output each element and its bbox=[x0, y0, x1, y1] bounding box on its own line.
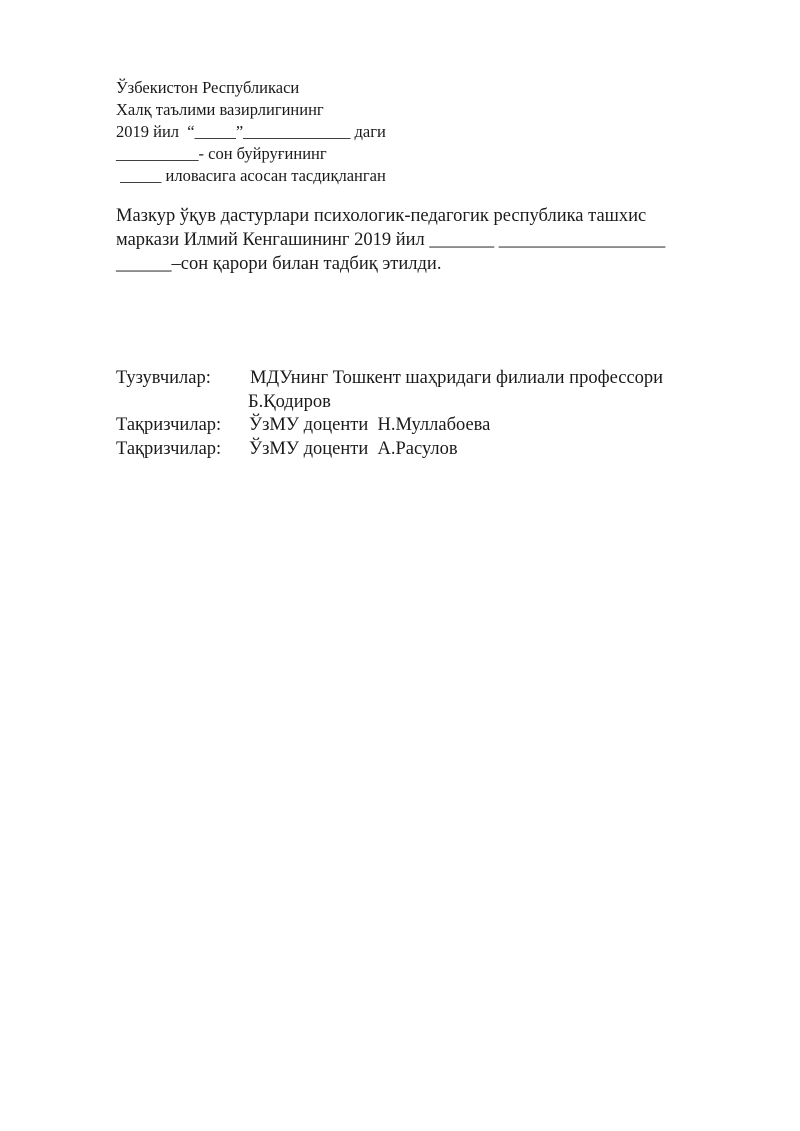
reviewer-description: ЎзМУ доценти Н.Муллабоева bbox=[249, 415, 491, 435]
reviewer-description: ЎзМУ доценти А.Расулов bbox=[249, 438, 458, 459]
approval-line-appendix: _____ иловасига асосан тасдиқланган bbox=[116, 166, 386, 185]
compilers-description: МДУнинг Тошкент шаҳридаги филиали профессори bbox=[250, 368, 664, 388]
compilers-name-row bbox=[116, 391, 331, 415]
approval-header bbox=[116, 77, 386, 187]
approval-line-republic: Ўзбекистон Республикаси bbox=[116, 78, 300, 97]
council-approval-paragraph bbox=[116, 204, 736, 276]
compilers-name: Б.Қодиров bbox=[248, 391, 331, 412]
compilers-label: Тузувчилар: bbox=[116, 368, 211, 388]
authors-section bbox=[116, 367, 664, 461]
reviewer-label: Тақризчилар: bbox=[116, 438, 222, 459]
paragraph-line-3: ______–сон қарори билан тадбиқ этилди. bbox=[116, 254, 442, 274]
approval-line-ministry: Халқ таълими вазирлигининг bbox=[116, 100, 324, 119]
reviewer-label: Тақризчилар: bbox=[116, 415, 222, 435]
compilers-row bbox=[116, 367, 664, 391]
approval-line-date: 2019 йил “_____”_____________ даги bbox=[116, 122, 386, 141]
paragraph-line-1: Мазкур ўқув дастурлари психологик-педагогик республика ташхис bbox=[116, 206, 647, 226]
paragraph-line-2: маркази Илмий Кенгашининг 2019 йил _______ __________________ bbox=[116, 230, 666, 250]
approval-line-order: __________- сон буйруғининг bbox=[116, 144, 327, 163]
reviewer-row bbox=[116, 438, 458, 462]
reviewer-row bbox=[116, 414, 491, 438]
